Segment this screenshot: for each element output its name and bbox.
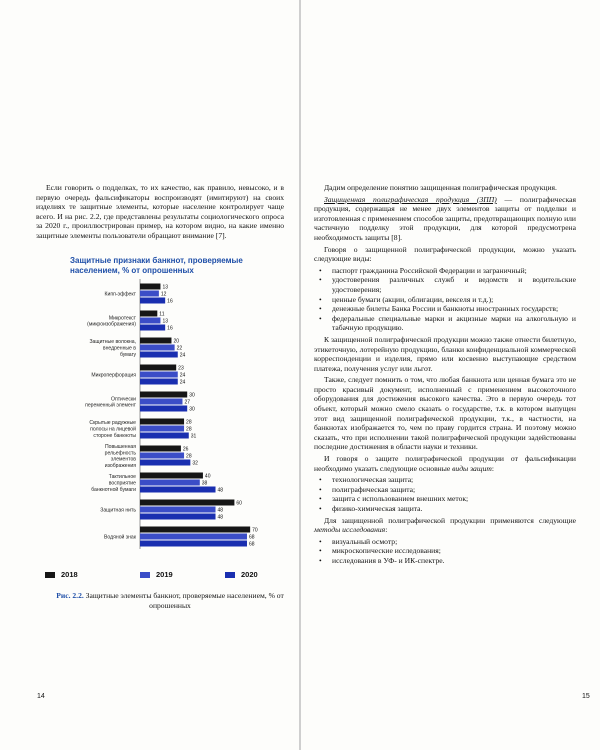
bar-2019 (140, 345, 175, 351)
chart-heading: Защитные признаки банкнот, проверяемые населением, % от опрошенных (70, 256, 243, 275)
list-item (314, 504, 576, 514)
bar-2018 (140, 284, 160, 290)
legend-swatch-2020 (225, 572, 235, 578)
bar-value-label: 68 (248, 541, 255, 548)
bar-value-label: 68 (248, 534, 255, 541)
bar-2018 (140, 473, 203, 479)
intro-paragraph: Если говорить о подделках, то их качество, как правило, невысоко, и в первую очередь фальсификаторы воспроизводят (имитируют) на своих изделиях те защитные элементы, которые население контролирует чаще всего. И на рис. 2.2, где представлены результаты социологического опроса за 2020 г., проиллюстрирован пример, на котором видно, на какие именно защитные элементы пользователи обращают внимание [7]. (36, 183, 284, 240)
bar-value-label: 28 (186, 419, 192, 426)
bullet-glyph: • (319, 494, 322, 504)
list-item-text: федеральные специальные марки и акцизные марки на алкогольную и табачную продукцию. (332, 313, 576, 333)
list-item (314, 266, 576, 276)
bar-value-label: 30 (189, 392, 195, 399)
bar-value-label: 23 (178, 365, 184, 372)
bar-value-label: 13 (162, 318, 169, 325)
bar-value-label: 28 (186, 453, 192, 460)
bullet-glyph: • (319, 546, 322, 556)
list-item-text: микроскопические исследования; (332, 546, 441, 556)
category-label: Оптически переменный элемент (85, 396, 136, 409)
types-intro: Говоря о защищенной полиграфической продукции, можно указать следующие виды: (314, 244, 576, 264)
bar-value-label: 20 (173, 338, 180, 345)
bar-2019 (140, 480, 200, 486)
methods-list (314, 537, 576, 566)
methods-intro-text: Для защищенной полиграфической продукции применяются следующие (324, 515, 576, 525)
bar-2019 (140, 318, 160, 324)
other-products-paragraph: К защищенной полиграфической продукции можно также отнести билетную, этикеточную, лотерейную продукцию, бланки конфиденциальной коммерческой корреспонденции и изделия, прямо или косвенно выступающие средством платежа, получения услуг или льгот. (314, 334, 576, 373)
bar-value-label: 38 (201, 480, 208, 487)
bar-2020 (140, 514, 216, 520)
chart-legend (45, 570, 295, 584)
protection-emphasis: виды защит (452, 463, 492, 473)
bar-value-label: 13 (162, 284, 169, 291)
protection-colon: : (491, 463, 494, 473)
bar-2019 (140, 453, 184, 459)
list-item-text: удостоверения различных служб и ведомств и водительские удостоверения; (332, 275, 576, 294)
bar-value-label: 48 (217, 487, 224, 494)
bar-2018 (140, 446, 181, 452)
list-item (314, 556, 576, 566)
bar-2019 (140, 426, 184, 432)
definition-intro: Дадим определение понятию защищенная полиграфическая продукция. (324, 183, 557, 192)
list-item (314, 546, 576, 556)
list-item-text: технологическая защита; (332, 475, 414, 485)
bar-value-label: 48 (217, 514, 224, 521)
legend-swatch-2018 (45, 572, 55, 578)
bar-2020 (140, 460, 190, 466)
bar-2018 (140, 365, 176, 371)
bullet-glyph: • (319, 504, 322, 513)
bar-value-label: 32 (192, 460, 198, 467)
list-item-text: физико-химическая защита. (332, 504, 423, 513)
legend-label-2018: 2018 (61, 570, 78, 579)
bar-value-label: 22 (176, 345, 183, 352)
bar-2020 (140, 352, 178, 358)
bar-value-label: 28 (186, 426, 192, 433)
list-item (314, 275, 576, 294)
bar-2018 (140, 392, 187, 398)
bar-value-label: 40 (204, 473, 211, 480)
legend-item-2020 (225, 570, 258, 579)
bar-2019 (140, 507, 216, 513)
list-item-text: паспорт гражданина Российской Федерации и заграничный; (332, 265, 527, 275)
category-label: Скрытые радужные полосы на лицевой стороне банкноты (89, 420, 136, 439)
list-item (314, 295, 576, 305)
bullet-glyph: • (319, 475, 322, 485)
bar-value-label: 24 (179, 352, 186, 359)
bullet-glyph: • (319, 304, 322, 314)
types-list (314, 266, 576, 333)
bar-2018 (140, 419, 184, 425)
bar-chart (36, 279, 286, 567)
legend-item-2019 (140, 570, 173, 579)
bullet-glyph: • (319, 484, 322, 494)
bar-value-label: 60 (236, 500, 242, 507)
page-number-left: 14 (37, 693, 45, 700)
bullet-glyph: • (319, 275, 322, 285)
bar-value-label: 16 (167, 298, 173, 305)
list-item-text: полиграфическая защита; (332, 484, 416, 494)
list-item (314, 537, 576, 547)
list-item-text: визуальный осмотр; (332, 536, 398, 546)
caption-figure-number: Рис. 2.2. (56, 591, 84, 600)
bar-2020 (140, 487, 216, 493)
bar-2018 (140, 338, 171, 344)
bullet-glyph: • (319, 555, 322, 565)
banknote-paragraph: Также, следует помнить о том, что любая банкнота или ценная бумага это не просто красивый документ, исполненный с применением высокоточного оборудования для достижения высокого качества. Это в первую очередь тот объект, который можно смело сказать о государстве, т.к. в котором выпущен этот вид защищенной полиграфической продукции, т.к., в частности, на банкнотах изображается то, чем по праву гордится страна. И поэтому можно сказать, что при исполнении такой полиграфической продукции задействованы последние достижения в области науки и техники. (314, 375, 576, 452)
protection-types-intro (314, 454, 576, 473)
bar-value-label: 31 (190, 433, 197, 440)
bullet-glyph: • (319, 265, 322, 275)
bar-value-label: 48 (217, 507, 224, 514)
bullet-glyph: • (319, 313, 322, 323)
methods-colon: : (385, 525, 388, 535)
bar-2019 (140, 291, 159, 297)
legend-label-2020: 2020 (241, 570, 258, 579)
list-item (314, 304, 576, 314)
bar-2019 (140, 534, 247, 540)
protection-list (314, 475, 576, 513)
definition-text: — полиграфическая продукция, содержащая не менее двух элементов защиты от подделки и изготовленная с применением способов защиты, предотвращающих полную или частичную подделку этой продукции, для которой предусмотрена необходимость защиты [8]. (314, 194, 576, 242)
protection-intro-text: И говоря о защите полиграфической продукции от фальсификации необходимо указать следующие основные (314, 454, 576, 473)
bar-2018 (140, 527, 250, 533)
definition-paragraph (314, 195, 576, 243)
category-label: Кипп-эффект (104, 291, 136, 298)
bar-2020 (140, 379, 178, 385)
legend-item-2018 (45, 570, 78, 579)
list-item (314, 475, 576, 485)
bar-value-label: 27 (184, 399, 191, 406)
list-item-text: ценные бумаги (акции, облигации, векселя и т.д.); (332, 294, 494, 304)
bar-2020 (140, 541, 247, 547)
page-number-right: 15 (582, 693, 590, 700)
category-label: Микротекст (микроизображения) (87, 315, 136, 328)
bar-value-label: 70 (252, 527, 258, 534)
bar-2020 (140, 406, 187, 412)
category-label: Защитные волокна, внедренные в бумагу (89, 339, 136, 358)
category-label: Водяной знак (104, 534, 136, 541)
list-item-text: исследования в УФ- и ИК-спектре. (332, 555, 445, 565)
methods-intro (314, 516, 576, 535)
bar-value-label: 16 (167, 325, 173, 332)
legend-swatch-2019 (140, 572, 150, 578)
bar-2020 (140, 298, 165, 304)
bar-value-label: 26 (182, 446, 189, 453)
caption-text: Защитные элементы банкнот, проверяемые населением, % от опрошенных (83, 591, 284, 610)
figure-caption (45, 591, 295, 610)
bar-value-label: 30 (189, 406, 195, 413)
bar-value-label: 11 (159, 311, 165, 318)
list-item-text: денежные билеты Банка России и банкноты иностранных государств; (332, 304, 559, 314)
category-label: Тактильное восприятие банкнотной бумаги (91, 474, 136, 493)
bullet-glyph: • (319, 536, 322, 546)
bar-value-label: 24 (179, 379, 186, 386)
bullet-glyph: • (319, 294, 322, 304)
bar-2019 (140, 399, 182, 405)
list-item (314, 314, 576, 333)
legend-label-2019: 2019 (156, 570, 173, 579)
bar-2020 (140, 433, 189, 439)
list-item-text: защита с использованием внешних меток; (332, 494, 469, 504)
bar-2019 (140, 372, 178, 378)
methods-emphasis: методы исследования (314, 525, 386, 535)
category-label: Повышенная рельефность элементов изображения (104, 444, 136, 469)
definition-term: Защищенная полиграфическая продукция (ЗПП) (324, 194, 497, 204)
list-item (314, 494, 576, 504)
bar-value-label: 12 (160, 291, 167, 298)
right-page-text (314, 183, 576, 568)
category-label: Микроперфорация (91, 372, 136, 379)
bar-2018 (140, 311, 157, 317)
category-label: Защитная нить (100, 507, 136, 514)
bar-2020 (140, 325, 165, 331)
list-item (314, 485, 576, 495)
bar-value-label: 24 (179, 372, 186, 379)
bar-2018 (140, 500, 234, 506)
